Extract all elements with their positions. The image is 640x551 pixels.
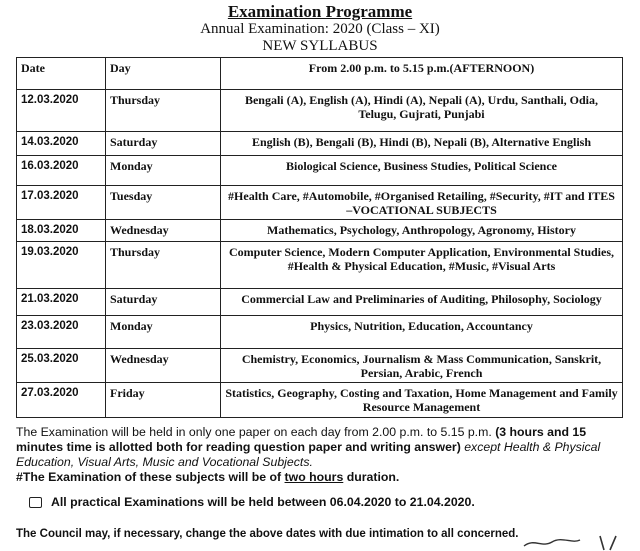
row-date: 17.03.2020 <box>17 186 106 220</box>
exam-subtitle: Annual Examination: 2020 (Class – XI) <box>200 21 440 37</box>
row-date: 19.03.2020 <box>17 242 106 289</box>
row-subjects: #Health Care, #Automobile, #Organised Retailing, #Security, #IT and ITES –VOCATIONAL SUBJECTS <box>221 186 623 220</box>
row-day: Tuesday <box>106 186 221 220</box>
column-header-date: Date <box>17 58 106 90</box>
row-date: 18.03.2020 <box>17 220 106 242</box>
note-timing-bold: (3 hours and 15 minutes time is allotted both for reading question paper and writing answer) <box>16 425 587 454</box>
row-subjects: Physics, Nutrition, Education, Accountancy <box>221 316 623 349</box>
column-header-subjects: From 2.00 p.m. to 5.15 p.m.(AFTERNOON) <box>221 58 623 90</box>
table-row <box>17 220 623 242</box>
row-subjects: Mathematics, Psychology, Anthropology, Agronomy, History <box>221 220 623 242</box>
row-date: 14.03.2020 <box>17 132 106 156</box>
exam-schedule-table <box>16 57 623 418</box>
row-date: 23.03.2020 <box>17 316 106 349</box>
note-two-hours-underlined: two hours <box>284 470 344 484</box>
row-day: Monday <box>106 316 221 349</box>
row-day: Monday <box>106 156 221 186</box>
note-practical-text: All practical Examinations will be held between 06.04.2020 to 21.04.2020. <box>51 495 475 509</box>
table-row <box>17 186 623 220</box>
row-date: 25.03.2020 <box>17 349 106 383</box>
note-two-hours-prefix: #The Examination of these subjects will be of <box>16 470 282 484</box>
row-day: Saturday <box>106 289 221 316</box>
row-subjects: Commercial Law and Preliminaries of Auditing, Philosophy, Sociology <box>221 289 623 316</box>
note-timing-exceptions: except Health & Physical Education, Visual Arts, Music and Vocational Subjects. <box>16 440 601 469</box>
column-header-day: Day <box>106 58 221 90</box>
row-day: Thursday <box>106 242 221 289</box>
table-row <box>17 316 623 349</box>
table-row <box>17 349 623 383</box>
row-subjects: Computer Science, Modern Computer Application, Environmental Studies, #Health & Physical Education, #Music, #Visual Arts <box>221 242 623 289</box>
row-subjects: English (B), Bengali (B), Hindi (B), Nepali (B), Alternative English <box>221 132 623 156</box>
note-exam-timing <box>16 425 626 470</box>
table-row <box>17 132 623 156</box>
table-row <box>17 156 623 186</box>
page-title: Examination Programme <box>227 2 413 21</box>
row-day: Wednesday <box>106 220 221 242</box>
checkbox-icon <box>29 497 42 508</box>
table-row <box>17 289 623 316</box>
row-date: 27.03.2020 <box>17 383 106 418</box>
row-date: 21.03.2020 <box>17 289 106 316</box>
row-date: 12.03.2020 <box>17 90 106 132</box>
row-subjects: Biological Science, Business Studies, Political Science <box>221 156 623 186</box>
row-subjects: Bengali (A), English (A), Hindi (A), Nepali (A), Urdu, Santhali, Odia, Telugu, Gujrati, Punjabi <box>221 90 623 132</box>
note-two-hours-suffix: duration. <box>346 470 400 484</box>
table-header-row <box>17 58 623 90</box>
table-row <box>17 242 623 289</box>
note-council-disclaimer: The Council may, if necessary, change the above dates with due intimation to all concerned. <box>16 528 519 540</box>
row-date: 16.03.2020 <box>17 156 106 186</box>
row-day: Saturday <box>106 132 221 156</box>
row-day: Friday <box>106 383 221 418</box>
signature-mark-icon <box>520 534 630 551</box>
table-row <box>17 383 623 418</box>
row-subjects: Chemistry, Economics, Journalism & Mass Communication, Sanskrit, Persian, Arabic, French <box>221 349 623 383</box>
note-timing-text: The Examination will be held in only one paper on each day from 2.00 p.m. to 5.15 p.m. <box>16 425 492 439</box>
row-day: Thursday <box>106 90 221 132</box>
note-practical-exams <box>16 495 626 510</box>
row-subjects: Statistics, Geography, Costing and Taxation, Home Management and Family Resource Management <box>221 383 623 418</box>
table-row <box>17 90 623 132</box>
syllabus-label: NEW SYLLABUS <box>262 38 378 54</box>
note-two-hours <box>16 470 626 485</box>
row-day: Wednesday <box>106 349 221 383</box>
